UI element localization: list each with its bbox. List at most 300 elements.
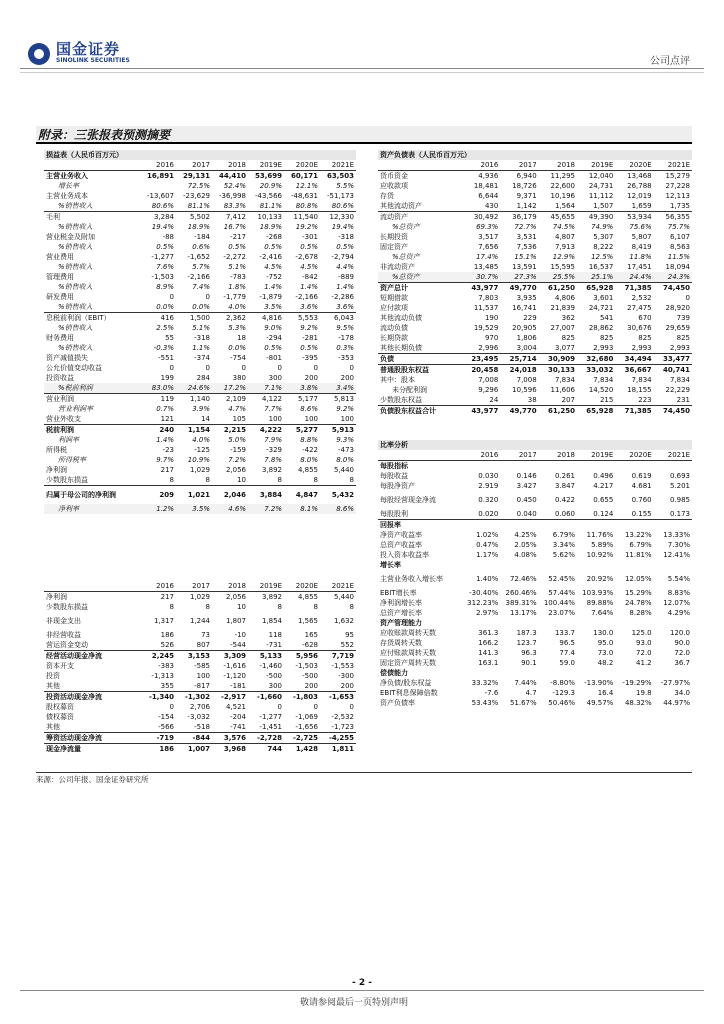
row-value [615, 668, 653, 678]
row-value: 970 [484, 334, 499, 342]
table-row [378, 509, 692, 520]
table-row [378, 303, 692, 313]
row-value [500, 668, 538, 678]
row-value: 1.4% [336, 283, 354, 291]
table-row [378, 540, 692, 550]
row-value: 2,046 [212, 486, 248, 505]
row-value: 0.020 [478, 510, 499, 518]
row-value: 229 [523, 314, 537, 322]
row-value [462, 520, 500, 531]
row-value: 355 [160, 682, 174, 690]
row-value: 0.655 [593, 496, 614, 504]
row-value: 13,468 [627, 172, 652, 180]
table-row [378, 262, 692, 272]
row-value: 6.79% [629, 541, 652, 549]
row-value: 9.7% [156, 456, 174, 464]
row-value: 30,492 [462, 212, 500, 223]
row-value: 2,215 [212, 425, 248, 436]
income-statement-table [44, 150, 356, 514]
row-value: -374 [194, 354, 210, 362]
table-row [44, 343, 356, 353]
table-row [378, 520, 692, 531]
row-value: 5.1% [192, 324, 210, 332]
row-value: 13,485 [473, 263, 499, 271]
row-value: 40,741 [654, 365, 692, 376]
row-value: 121 [160, 415, 174, 423]
row-value: -1,460 [259, 662, 282, 670]
row-value: 72.0 [636, 649, 652, 657]
row-value: 166.2 [478, 639, 499, 647]
row-value: -1,652 [187, 253, 210, 261]
row-value: 13,591 [512, 263, 537, 271]
row-value: 12,040 [588, 172, 614, 180]
table-row [378, 598, 692, 608]
row-value: 2,362 [212, 313, 248, 324]
row-value: 1.4% [156, 436, 174, 444]
row-value: 7,656 [478, 243, 499, 251]
row-value: 60,171 [290, 172, 318, 180]
row-value: 24 [489, 396, 499, 404]
table-row [44, 404, 356, 414]
row-value: 25.5% [539, 272, 577, 283]
row-value: 0.060 [554, 510, 575, 518]
year-header-blank [44, 160, 140, 171]
row-label: %销售收入 [58, 303, 93, 311]
row-value: 0.422 [554, 496, 575, 504]
table-row [44, 313, 356, 324]
row-value: 1,500 [176, 313, 212, 324]
row-value [654, 461, 692, 472]
row-value: 27,228 [665, 182, 690, 190]
row-value: 4,855 [297, 466, 318, 474]
row-value: 187.3 [516, 629, 537, 637]
row-value: -741 [230, 723, 246, 731]
row-value: 9.2% [336, 405, 354, 413]
year-header: 2020E [284, 160, 320, 171]
row-label: 净利润 [46, 466, 67, 474]
row-value: -1,120 [223, 672, 246, 680]
row-value: 7.4% [192, 283, 210, 291]
row-value: 1,565 [297, 617, 318, 625]
table-row [44, 445, 356, 455]
row-value: 8 [277, 476, 282, 484]
row-value: -294 [266, 334, 282, 342]
row-value: -1,302 [176, 692, 212, 703]
row-value: 0 [169, 364, 174, 372]
row-value: 207 [561, 396, 575, 404]
source-note: 来源：公司年报、国金证券研究所 [36, 775, 149, 784]
row-value: 0 [313, 364, 318, 372]
table-row [44, 212, 356, 223]
table-row [44, 661, 356, 671]
row-value: 2018 [539, 450, 577, 461]
row-value: 90.0 [674, 639, 690, 647]
row-value: -217 [230, 233, 246, 241]
row-value: -125 [194, 446, 210, 454]
row-value: 4,521 [225, 703, 246, 711]
row-value: 4.4% [336, 263, 354, 271]
row-value: -422 [302, 446, 318, 454]
row-value [654, 520, 692, 531]
row-value: 20.9% [259, 182, 282, 190]
row-label: 现金净流量 [44, 744, 140, 755]
row-value: 16.4 [597, 689, 614, 697]
row-value: 10 [237, 603, 246, 611]
row-label: %销售收入 [58, 223, 93, 231]
row-value: 312.23% [467, 599, 499, 607]
year-header: 2018 [212, 160, 248, 171]
row-value: 56,355 [654, 212, 692, 223]
row-value: 100 [268, 415, 282, 423]
row-value: 2021E [654, 450, 692, 461]
row-label: 投资活动现金净流 [44, 692, 140, 703]
row-value [500, 618, 538, 628]
row-value: 825 [599, 334, 614, 342]
row-value: 3,309 [212, 651, 248, 662]
row-label: 净利率 [44, 504, 140, 514]
year-header: 2021E [654, 160, 692, 171]
row-label: 其他流动资产 [380, 202, 422, 210]
row-value: 10 [237, 476, 246, 484]
row-value: 4.7 [525, 689, 537, 697]
row-value: 17,451 [627, 263, 652, 271]
table-row [44, 722, 356, 733]
row-value: 0.5% [300, 243, 318, 251]
row-value: 7.6% [156, 263, 174, 271]
row-value: -1,723 [331, 723, 354, 731]
row-value: -1,553 [331, 662, 354, 670]
row-value: 3,601 [593, 294, 614, 302]
row-value: 75.7% [667, 223, 690, 231]
row-value: 7,834 [669, 376, 690, 384]
table-row [378, 648, 692, 658]
row-value: 3,935 [516, 294, 537, 302]
cashflow-panel [44, 581, 356, 754]
row-value: 5.62% [552, 551, 575, 559]
row-label: EBIT增长率 [380, 589, 417, 597]
row-value: 17.2% [212, 383, 248, 394]
row-value: -1,803 [284, 692, 320, 703]
row-value: 75.6% [629, 223, 652, 231]
row-value: 74,450 [654, 283, 692, 294]
table-row [44, 222, 356, 232]
row-value: 200 [304, 682, 318, 690]
row-value: 8 [169, 603, 174, 611]
row-value: 18.9% [259, 223, 282, 231]
row-value: 72.5% [187, 182, 210, 190]
row-value: 73.0 [597, 649, 614, 657]
row-value: 18,481 [473, 182, 499, 190]
row-value [462, 668, 500, 678]
table-row [378, 201, 692, 212]
row-value: 5,440 [333, 593, 354, 601]
row-value: 200 [340, 374, 354, 382]
row-value [462, 618, 500, 628]
row-value: 10,133 [248, 212, 284, 223]
row-value: 5.1% [228, 263, 246, 271]
row-value: -159 [230, 446, 246, 454]
row-label: 净负债/股东权益 [380, 679, 432, 687]
row-value: -23,629 [182, 192, 210, 200]
row-value: 3,153 [176, 651, 212, 662]
row-value: -2,416 [259, 253, 282, 261]
row-value: 4,855 [297, 593, 318, 601]
row-value: 4.08% [514, 551, 537, 559]
row-value: 7.1% [248, 383, 284, 394]
row-value: -27.97% [660, 679, 690, 687]
row-label: 应付款项 [380, 304, 408, 312]
row-value: 27,475 [627, 304, 652, 312]
row-value: 24,731 [588, 182, 614, 190]
row-label: 主营业务收入增长率 [380, 574, 443, 583]
row-label: 主营业务成本 [46, 192, 88, 200]
row-value: 8.9% [156, 283, 174, 291]
row-value: 89.88% [586, 599, 614, 607]
row-value: 80.6% [331, 202, 354, 210]
row-value: 0.5% [156, 243, 174, 251]
row-value: 12,330 [320, 212, 356, 223]
row-value: 34,494 [615, 354, 653, 365]
row-value [577, 668, 615, 678]
row-value: 0 [205, 364, 210, 372]
row-value: -566 [158, 723, 174, 731]
row-value: -1,879 [259, 293, 282, 301]
row-value: -1,656 [295, 723, 318, 731]
row-label: 非经营收益 [46, 631, 81, 639]
row-label: 负债股东权益合计 [378, 406, 462, 417]
row-value: -300 [338, 672, 354, 680]
row-value: 24.78% [624, 599, 652, 607]
year-header: 2017 [500, 160, 538, 171]
row-value: -329 [266, 446, 282, 454]
logo-chinese-name: 国金证券 [56, 40, 121, 58]
table-row [44, 181, 356, 191]
row-label: 偿债能力 [380, 669, 408, 677]
row-value: 8.0% [300, 456, 318, 464]
table-row [44, 486, 356, 505]
table-row [378, 191, 692, 201]
row-value: 217 [160, 593, 174, 601]
row-value: -51,173 [326, 192, 354, 200]
table-row [378, 608, 692, 618]
row-value: 71,385 [615, 283, 653, 294]
row-label: 流动资产 [378, 212, 462, 223]
income-statement-panel [44, 150, 356, 514]
row-value: 5,277 [284, 425, 320, 436]
row-value: 0.619 [631, 472, 652, 480]
row-value: 22,229 [665, 386, 690, 394]
row-value: 36.7 [674, 659, 690, 667]
row-label: 筹资活动现金净流 [44, 733, 140, 744]
row-value: -1,277 [259, 713, 282, 721]
row-value: 8 [205, 476, 210, 484]
row-value: 33.32% [471, 679, 499, 687]
row-label: 少数股东损益 [46, 476, 88, 484]
row-label: 研发费用 [46, 293, 74, 301]
table-row [44, 383, 356, 394]
row-value: 69.3% [476, 223, 499, 231]
row-value: -889 [338, 273, 354, 281]
table-row [378, 628, 692, 638]
row-value: 71,385 [615, 406, 653, 417]
row-value: 7,719 [320, 651, 356, 662]
row-value: 416 [140, 313, 176, 324]
row-value: 5.5% [336, 182, 354, 190]
row-value [577, 461, 615, 472]
row-value: 2,056 [225, 593, 246, 601]
row-value: 4,936 [478, 172, 499, 180]
row-value: 8 [313, 476, 318, 484]
ratio-analysis-panel [378, 440, 692, 708]
row-value: 2,056 [225, 466, 246, 474]
row-value: 1.40% [476, 575, 499, 583]
row-value: 11,112 [588, 192, 614, 200]
row-value: 14,520 [588, 386, 614, 394]
row-value: 389.31% [505, 599, 537, 607]
row-value: -48,631 [290, 192, 318, 200]
row-value: 5,307 [593, 233, 614, 241]
row-value: 19,529 [473, 324, 499, 332]
row-label: 其他流动负债 [380, 314, 422, 322]
year-header: 2016 [462, 160, 500, 171]
row-value: -1,616 [223, 662, 246, 670]
row-value: -88 [162, 233, 174, 241]
row-value: -801 [266, 354, 282, 362]
row-value: -2,917 [212, 692, 248, 703]
row-value: -500 [302, 672, 318, 680]
row-value: 95 [345, 631, 354, 639]
row-value: -2,286 [331, 293, 354, 301]
table-row [44, 712, 356, 722]
row-value: 3,531 [516, 233, 537, 241]
row-value: 1,029 [189, 466, 210, 474]
row-value: 7,913 [554, 243, 575, 251]
row-label: 投资 [46, 672, 60, 680]
row-value: 16,891 [146, 172, 174, 180]
row-value: 7.30% [667, 541, 690, 549]
row-value: 24.6% [176, 383, 212, 394]
row-label: 管理费用 [46, 273, 74, 281]
row-value: -318 [338, 233, 354, 241]
row-value: 100 [304, 415, 318, 423]
table-row [44, 475, 356, 486]
row-value: -518 [194, 723, 210, 731]
table-row [378, 530, 692, 540]
row-value: 0.3% [336, 344, 354, 352]
row-value: 10,596 [512, 386, 537, 394]
table-row [378, 232, 692, 242]
table-row [44, 671, 356, 681]
row-value: 209 [140, 486, 176, 505]
row-label: 营业税金及附加 [46, 233, 95, 241]
row-value: 7,008 [516, 376, 537, 384]
row-value: 18,094 [665, 263, 690, 271]
row-value: 14 [201, 415, 210, 423]
row-value: 95.0 [597, 639, 614, 647]
table-row [44, 302, 356, 313]
row-value: 5.54% [667, 575, 690, 583]
row-value: -10 [234, 631, 246, 639]
row-value: 1,154 [176, 425, 212, 436]
row-label: 资本开支 [46, 662, 74, 670]
row-label: 流动负债 [380, 324, 408, 332]
row-value: 0 [205, 293, 210, 301]
row-value: 4,816 [248, 313, 284, 324]
row-value: 55 [165, 334, 174, 342]
row-value: 125.0 [631, 629, 652, 637]
row-value [500, 520, 538, 531]
row-value: 2.05% [514, 541, 537, 549]
row-value: 100.44% [543, 599, 575, 607]
row-value: 12.05% [624, 575, 652, 583]
row-label: %销售收入 [58, 243, 93, 251]
row-label: %销售收入 [58, 283, 93, 291]
row-label: 资产减值损失 [46, 354, 88, 362]
row-value: 49,390 [577, 212, 615, 223]
row-value: 81.1% [259, 202, 282, 210]
row-value: 7.9% [264, 436, 282, 444]
row-value: 8.6% [300, 405, 318, 413]
page-number: - 2 - [352, 978, 372, 988]
row-value: -36,998 [218, 192, 246, 200]
row-value: 23.07% [548, 609, 575, 617]
row-value: 72.0 [674, 649, 690, 657]
row-value: 8,563 [669, 243, 690, 251]
row-label: 投资收益 [46, 374, 74, 382]
table-bottom-rule [36, 772, 692, 773]
row-value: -8.80% [550, 679, 575, 687]
table-title-row [378, 440, 692, 450]
table-row [378, 242, 692, 252]
table-title: 资产负债表（人民币百万元） [378, 150, 692, 160]
row-value: 0.0% [192, 303, 210, 311]
row-value: -844 [176, 733, 212, 744]
row-value: 0.0% [156, 303, 174, 311]
row-value: -301 [302, 233, 318, 241]
row-value: 0.146 [516, 472, 537, 480]
row-value: 3.9% [192, 405, 210, 413]
row-value: 2,993 [631, 344, 652, 352]
row-value: 8,222 [593, 243, 614, 251]
row-value: 63,503 [326, 172, 354, 180]
row-value [615, 618, 653, 628]
row-value: -1,660 [248, 692, 284, 703]
row-value: 13.22% [624, 531, 652, 539]
row-value: -551 [158, 354, 174, 362]
row-value: 5.89% [591, 541, 614, 549]
table-row [44, 363, 356, 373]
row-value: 1,007 [176, 744, 212, 755]
year-header: 2019E [248, 160, 284, 171]
row-label: 长期投资 [380, 233, 408, 241]
row-value: 8 [205, 603, 210, 611]
row-value: -181 [230, 682, 246, 690]
row-value: 34.0 [674, 689, 690, 697]
table-row [378, 293, 692, 303]
row-value: 0.040 [516, 510, 537, 518]
row-value: 18 [237, 334, 246, 342]
table-row [44, 323, 356, 333]
row-value: 3,004 [516, 344, 537, 352]
row-value: -2,272 [223, 253, 246, 261]
row-value: 61,250 [539, 406, 577, 417]
row-value: 0.261 [554, 472, 575, 480]
row-value: 0 [277, 703, 282, 711]
row-value: 3.34% [552, 541, 575, 549]
row-value: 4,222 [248, 425, 284, 436]
row-value: 8 [277, 603, 282, 611]
year-header: 2020E [284, 581, 320, 592]
